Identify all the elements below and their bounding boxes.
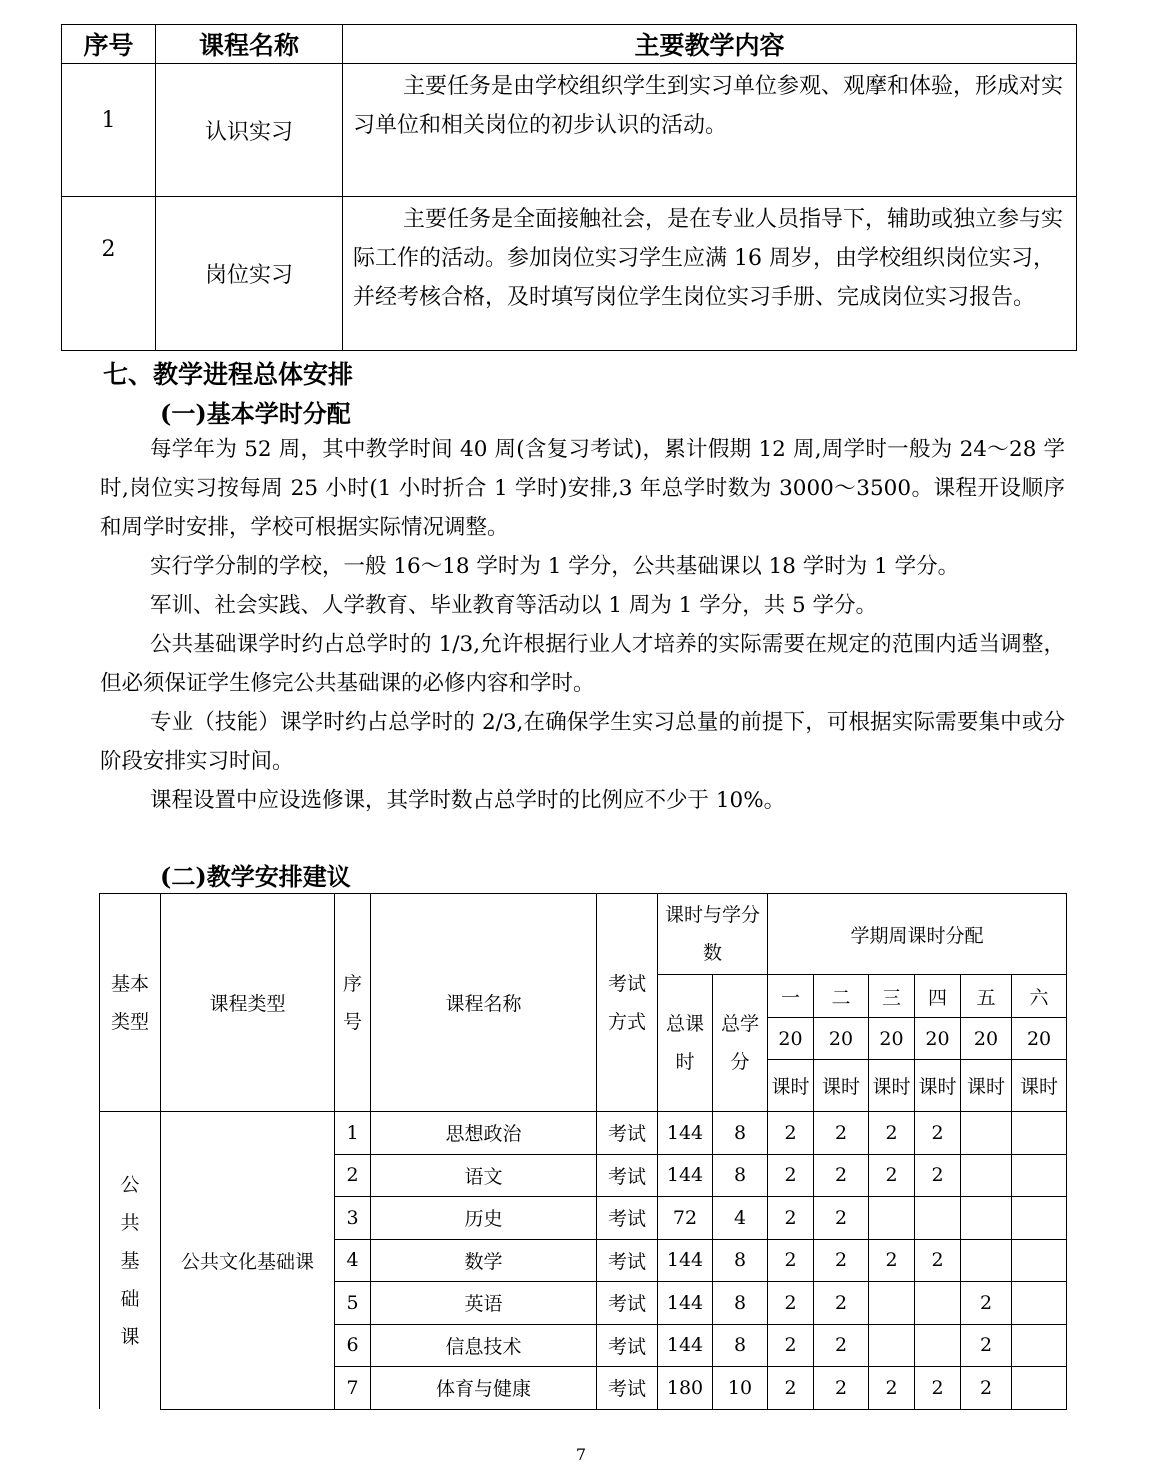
course-type-cell: 公共文化基础课 <box>161 1112 335 1410</box>
cell-hours: 72 <box>658 1197 713 1240</box>
cell-semester <box>961 1154 1012 1197</box>
cell-credits: 8 <box>713 1154 768 1197</box>
cell-semester: 2 <box>768 1239 814 1282</box>
cell-exam: 考试 <box>597 1112 658 1155</box>
semester-label: 一 <box>768 975 814 1018</box>
cell-course-name: 历史 <box>371 1197 597 1240</box>
unit-label: 课时 <box>869 1060 915 1112</box>
cell-semester <box>961 1197 1012 1240</box>
cell-semester: 2 <box>961 1367 1012 1410</box>
cell-credits: 8 <box>713 1112 768 1155</box>
cell-semester: 2 <box>869 1239 915 1282</box>
cell-course-name: 信息技术 <box>371 1324 597 1367</box>
table-row <box>62 197 1077 351</box>
cell-seq: 4 <box>335 1239 371 1282</box>
header-total-hours-line2: 时 <box>675 1051 695 1073</box>
cell-seq: 1 <box>335 1112 371 1155</box>
cell-semester: 2 <box>814 1112 869 1155</box>
teaching-plan-table <box>99 893 1067 1410</box>
header-course-name: 课程名称 <box>156 25 343 64</box>
semester-weeks: 20 <box>915 1018 961 1060</box>
table-row <box>100 1112 1067 1155</box>
semester-label: 三 <box>869 975 915 1018</box>
cell-semester <box>869 1282 915 1325</box>
cell-semester: 2 <box>768 1112 814 1155</box>
header-exam-line2: 方式 <box>607 1010 646 1033</box>
cell-credits: 4 <box>713 1197 768 1240</box>
cell-course-name: 英语 <box>371 1282 597 1325</box>
basic-type-char: 课 <box>120 1325 140 1348</box>
unit-label: 课时 <box>1012 1060 1067 1112</box>
cell-hours: 144 <box>658 1154 713 1197</box>
cell-semester <box>915 1197 961 1240</box>
paragraph: 实行学分制的学校，一般 16～18 学时为 1 学分，公共基础课以 18 学时为 1 学分。 <box>150 554 960 579</box>
cell-semester <box>1012 1367 1067 1410</box>
cell-semester <box>1012 1197 1067 1240</box>
cell-credits: 8 <box>713 1282 768 1325</box>
cell-exam: 考试 <box>597 1239 658 1282</box>
cell-semester: 2 <box>915 1367 961 1410</box>
header-seq-line1: 序 <box>342 972 362 995</box>
basic-type-char: 基 <box>120 1249 140 1272</box>
header-hours-credits <box>658 894 768 975</box>
cell-course-name: 体育与健康 <box>371 1367 597 1410</box>
unit-label: 课时 <box>768 1060 814 1112</box>
cell-course-name: 思想政治 <box>371 1112 597 1155</box>
cell-exam: 考试 <box>597 1367 658 1410</box>
cell-semester: 2 <box>814 1282 869 1325</box>
header-course-name: 课程名称 <box>371 894 597 1112</box>
cell-hours: 144 <box>658 1239 713 1282</box>
cell-credits: 10 <box>713 1367 768 1410</box>
basic-type-cell <box>100 1112 161 1410</box>
cell-exam: 考试 <box>597 1324 658 1367</box>
header-total-hours-line1: 总课 <box>665 1013 704 1035</box>
cell-semester: 2 <box>814 1197 869 1240</box>
cell-exam: 考试 <box>597 1282 658 1325</box>
cell-semester <box>915 1282 961 1325</box>
header-total-credits-line2: 分 <box>730 1051 750 1073</box>
row-seq: 2 <box>62 197 156 351</box>
cell-seq: 3 <box>335 1197 371 1240</box>
header-content: 主要教学内容 <box>343 25 1077 64</box>
row-content-text: 主要任务是由学校组织学生到实习单位参观、观摩和体验，形成对实习单位和相关岗位的初步认识的活动。 <box>353 74 1064 138</box>
page-number: 7 <box>575 1445 587 1464</box>
basic-type-char: 共 <box>120 1211 140 1234</box>
header-seq-line2: 号 <box>342 1010 362 1033</box>
cell-hours: 144 <box>658 1112 713 1155</box>
cell-semester <box>961 1112 1012 1155</box>
basic-type-char: 础 <box>120 1287 140 1310</box>
paragraph: 专业（技能）课学时约占总学时的 2/3,在确保学生实习总量的前提下，可根据实际需要集中或分阶段安排实习时间。 <box>100 710 1065 774</box>
cell-hours: 180 <box>658 1367 713 1410</box>
cell-semester: 2 <box>869 1367 915 1410</box>
header-course-type: 课程类型 <box>161 894 335 1112</box>
cell-semester: 2 <box>768 1197 814 1240</box>
cell-semester: 2 <box>768 1154 814 1197</box>
paragraph: 课程设置中应设选修课，其学时数占总学时的比例应不少于 10%。 <box>150 788 786 813</box>
basic-type-char: 公 <box>120 1173 140 1196</box>
cell-semester: 2 <box>768 1282 814 1325</box>
cell-semester: 2 <box>768 1367 814 1410</box>
cell-semester <box>961 1239 1012 1282</box>
table-row <box>62 64 1077 197</box>
header-total-credits <box>713 975 768 1112</box>
paragraph: 每学年为 52 周，其中教学时间 40 周(含复习考试)，累计假期 12 周,周学时一般为 24～28 学时,岗位实习按每周 25 小时(1 小时折合 1 学时)安排,3 年总学时数为 3000～3500。课程开设顺序和周学时安排，学校可根据实际情况调整。 <box>100 437 1065 540</box>
semester-weeks: 20 <box>768 1018 814 1060</box>
cell-semester <box>1012 1324 1067 1367</box>
row-course-name: 岗位实习 <box>156 197 343 351</box>
header-semester-allocation: 学期周课时分配 <box>768 894 1067 975</box>
header-basic-type-line2: 类型 <box>110 1010 149 1033</box>
semester-weeks: 20 <box>869 1018 915 1060</box>
header-basic-type <box>100 894 161 1112</box>
row-content <box>343 197 1077 351</box>
cell-semester: 2 <box>961 1282 1012 1325</box>
cell-semester <box>915 1324 961 1367</box>
cell-semester: 2 <box>915 1239 961 1282</box>
subsection-title-1: (一)基本学时分配 <box>160 399 351 428</box>
cell-seq: 5 <box>335 1282 371 1325</box>
subsection-title-2: (二)教学安排建议 <box>160 862 351 891</box>
cell-semester: 2 <box>814 1239 869 1282</box>
header-seq: 序号 <box>62 25 156 64</box>
cell-credits: 8 <box>713 1324 768 1367</box>
cell-semester: 2 <box>869 1154 915 1197</box>
row-content-text: 主要任务是全面接触社会，是在专业人员指导下，辅助或独立参与实际工作的活动。参加岗位实习学生应满 16 周岁，由学校组织岗位实习，并经考核合格，及时填写岗位学生岗位实习手册、完成岗位实习报告。 <box>353 207 1064 310</box>
cell-semester: 2 <box>869 1112 915 1155</box>
semester-label: 二 <box>814 975 869 1018</box>
header-total-hours <box>658 975 713 1112</box>
cell-semester: 2 <box>814 1154 869 1197</box>
header-exam-method <box>597 894 658 1112</box>
cell-exam: 考试 <box>597 1197 658 1240</box>
cell-course-name: 语文 <box>371 1154 597 1197</box>
plan-header-row-1 <box>100 894 1067 975</box>
cell-semester: 2 <box>915 1154 961 1197</box>
unit-label: 课时 <box>814 1060 869 1112</box>
paragraph: 军训、社会实践、人学教育、毕业教育等活动以 1 周为 1 学分，共 5 学分。 <box>150 593 878 618</box>
cell-semester <box>869 1197 915 1240</box>
cell-semester: 2 <box>814 1324 869 1367</box>
header-hours-credits-line2: 数 <box>703 942 723 964</box>
cell-hours: 144 <box>658 1324 713 1367</box>
practice-table-header <box>62 25 1077 64</box>
cell-semester <box>1012 1154 1067 1197</box>
cell-credits: 8 <box>713 1239 768 1282</box>
cell-semester: 2 <box>768 1324 814 1367</box>
paragraph: 公共基础课学时约占总学时的 1/3,允许根据行业人才培养的实际需要在规定的范围内适当调整，但必须保证学生修完公共基础课的必修内容和学时。 <box>100 632 1065 696</box>
semester-weeks: 20 <box>1012 1018 1067 1060</box>
header-hours-credits-line1: 课时与学分 <box>665 904 761 926</box>
section-title: 七、教学进程总体安排 <box>103 360 354 389</box>
row-content <box>343 64 1077 197</box>
semester-label: 四 <box>915 975 961 1018</box>
cell-semester <box>1012 1282 1067 1325</box>
cell-seq: 2 <box>335 1154 371 1197</box>
semester-weeks: 20 <box>961 1018 1012 1060</box>
header-exam-line1: 考试 <box>607 972 646 995</box>
cell-semester <box>869 1324 915 1367</box>
cell-exam: 考试 <box>597 1154 658 1197</box>
semester-weeks: 20 <box>814 1018 869 1060</box>
cell-semester: 2 <box>814 1367 869 1410</box>
cell-course-name: 数学 <box>371 1239 597 1282</box>
unit-label: 课时 <box>915 1060 961 1112</box>
cell-hours: 144 <box>658 1282 713 1325</box>
cell-seq: 7 <box>335 1367 371 1410</box>
unit-label: 课时 <box>961 1060 1012 1112</box>
cell-semester: 2 <box>961 1324 1012 1367</box>
semester-label: 五 <box>961 975 1012 1018</box>
row-seq: 1 <box>62 64 156 197</box>
header-basic-type-line1: 基本 <box>110 972 149 995</box>
cell-semester: 2 <box>915 1112 961 1155</box>
row-course-name: 认识实习 <box>156 64 343 197</box>
cell-semester <box>1012 1112 1067 1155</box>
semester-label: 六 <box>1012 975 1067 1018</box>
cell-semester <box>1012 1239 1067 1282</box>
header-seq <box>335 894 371 1112</box>
practice-table <box>61 24 1077 351</box>
header-total-credits-line1: 总学 <box>721 1013 760 1035</box>
cell-seq: 6 <box>335 1324 371 1367</box>
